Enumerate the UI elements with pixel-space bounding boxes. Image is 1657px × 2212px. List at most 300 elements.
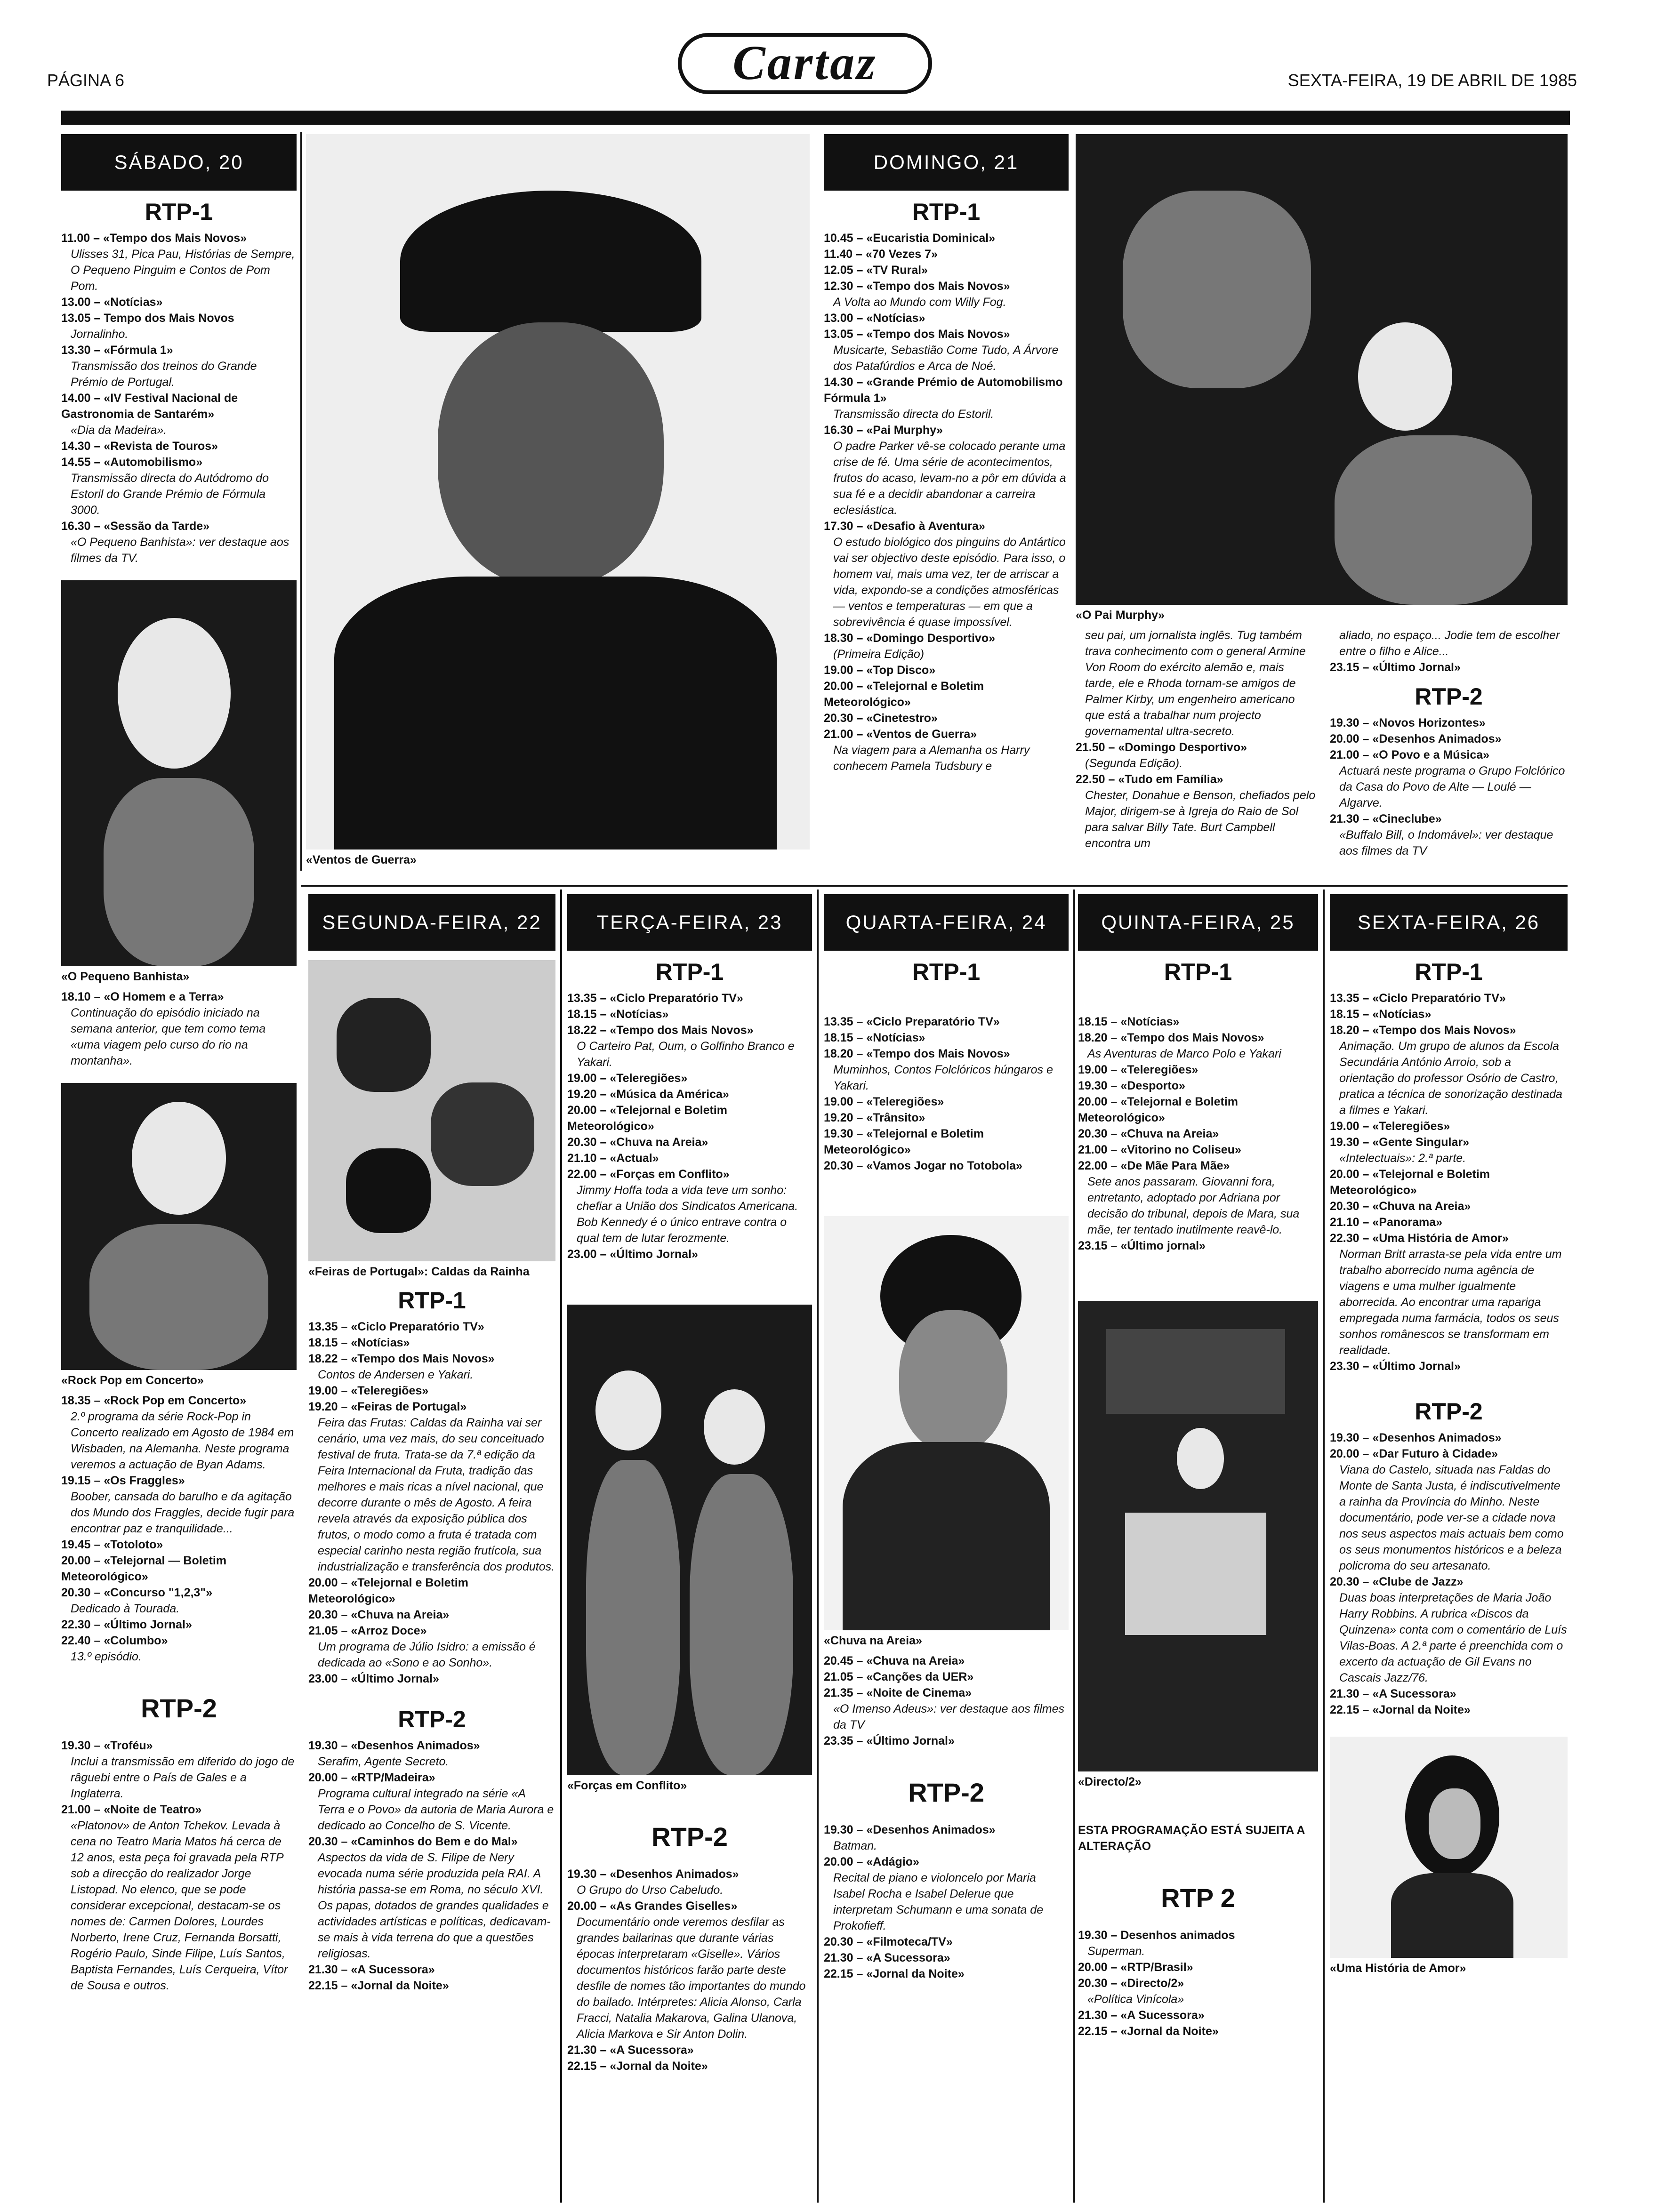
day-header: SEXTA-FEIRA, 26 — [1330, 894, 1568, 951]
program-time: 20.00 — [1330, 732, 1359, 745]
program-description: 13.º episódio. — [71, 1650, 142, 1663]
program-item — [61, 1537, 297, 1553]
dash: – — [853, 1095, 867, 1108]
program-list — [61, 1393, 297, 1665]
program-description: Inclui a transmissão em diferido do jogo de râguebi entre o País de Gales e a Inglaterra. — [71, 1755, 295, 1800]
program-item — [824, 262, 1069, 278]
dash: – — [853, 1855, 867, 1868]
dash: – — [1107, 1127, 1121, 1140]
program-time: 13.05 — [61, 312, 91, 325]
program-item — [1078, 1238, 1318, 1254]
dash: – — [1359, 1687, 1373, 1700]
program-item — [1078, 1030, 1318, 1046]
dash: – — [338, 1963, 351, 1976]
dash: – — [90, 440, 104, 453]
dash: – — [853, 1670, 867, 1683]
program-time: 13.30 — [61, 344, 91, 357]
program-list — [1330, 627, 1568, 675]
program-item — [1076, 739, 1316, 755]
program-description: Viana do Castelo, situada nas Faldas do Monte de Santa Justa, é indiscutivelmente a rainha da Província do Minho. Neste documentário, pode ver-se a cidade nova nos seus aspectos mais actuais bem como os seus monumentos históricos e a beleza policroma do seu artesanato. — [1339, 1463, 1564, 1572]
program-item — [61, 1553, 297, 1585]
domingo-continuation — [1076, 134, 1568, 873]
program-time: 19.30 — [1330, 1431, 1359, 1444]
dash: – — [1107, 1015, 1121, 1028]
channel-heading: RTP-1 — [655, 959, 724, 985]
dash: – — [596, 1152, 610, 1165]
program-time: 17.30 — [824, 520, 853, 533]
program-title: «Notícias» — [866, 312, 925, 325]
dash: – — [596, 1008, 610, 1021]
program-title: «Teleregiões» — [866, 1095, 944, 1108]
photo-forcas — [567, 1305, 812, 1775]
dash: – — [90, 1803, 104, 1816]
program-time: 12.30 — [824, 280, 853, 293]
program-description: Actuará neste programa o Grupo Folclórico da Casa do Povo de Alte — Loulé — Algarve. — [1339, 764, 1565, 809]
program-title: «Chuva na Areia» — [351, 1608, 450, 1621]
program-item — [824, 1685, 1069, 1701]
program-time: 20.00 — [567, 1899, 597, 1913]
dash: – — [1359, 732, 1373, 745]
dash: – — [338, 1400, 351, 1413]
program-time: 20.30 — [567, 1136, 597, 1149]
sexta-column — [1330, 894, 1568, 2203]
dash: – — [1107, 2009, 1121, 2022]
program-item — [567, 1246, 812, 1262]
program-title: «Desenhos Animados» — [1372, 1431, 1502, 1444]
program-title: «Notícias» — [1120, 1015, 1180, 1028]
program-time: 19.30 — [824, 1823, 853, 1836]
program-time: 23.00 — [308, 1672, 338, 1685]
program-item — [567, 1150, 812, 1166]
dash: – — [1107, 1929, 1121, 1942]
program-time: 19.30 — [1330, 716, 1359, 729]
channel-heading: RTP 2 — [1161, 1883, 1235, 1913]
program-item — [61, 390, 297, 422]
program-time: 20.45 — [824, 1654, 853, 1667]
program-title: «Noite de Cinema» — [866, 1686, 972, 1699]
photo-caption: «Rock Pop em Concerto» — [61, 1374, 204, 1387]
program-item — [824, 310, 1069, 326]
program-description: A Volta ao Mundo com Willy Fog. — [833, 296, 1006, 309]
program-title: «Actual» — [610, 1152, 659, 1165]
program-item — [824, 326, 1069, 342]
program-title: «Teleregiões» — [1120, 1063, 1199, 1076]
program-list — [824, 1822, 1069, 1982]
program-title: «A Sucessora» — [610, 2044, 694, 2057]
dash: – — [853, 1734, 867, 1747]
program-title: «Uma História de Amor» — [1372, 1232, 1509, 1245]
program-item — [61, 454, 297, 470]
program-title: «RTP/Brasil» — [1120, 1961, 1193, 1974]
dash: – — [1359, 1024, 1373, 1037]
program-title: «Gente Singular» — [1372, 1136, 1469, 1149]
program-time: 19.30 — [1330, 1136, 1359, 1149]
dash: – — [1107, 1063, 1121, 1076]
dash: – — [596, 2060, 610, 2073]
program-item — [1078, 1062, 1318, 1078]
program-item — [824, 1126, 1069, 1158]
program-time: 18.15 — [1078, 1015, 1108, 1028]
program-item — [1078, 1126, 1318, 1142]
photo-rock-pop — [61, 1083, 297, 1370]
program-title: «O Homem e a Terra» — [104, 990, 224, 1003]
program-description: Contos de Andersen e Yakari. — [318, 1368, 474, 1381]
program-description: Na viagem para a Alemanha os Harry conhecem Pamela Tudsbury e — [833, 744, 1030, 773]
program-item — [567, 1166, 812, 1182]
program-item — [824, 1733, 1069, 1749]
program-time: 19.00 — [1330, 1120, 1359, 1133]
program-title: «Último Jornal» — [351, 1672, 439, 1685]
program-description: Feira das Frutas: Caldas da Rainha vai ser cenário, uma vez mais, do seu conceituado festival de fruta. Trata-se da 7.ª edição da Feira Internacional da Fruta, tradição das melhores e mais ricas a nível nacional, que decorre durante o mês de Agosto. A feira revela através da exposição pública dos frutos, o modo como a fruta é tratada com especial carinho nesta região frutícola, sua industrialização e transferência dos produtos. — [318, 1416, 555, 1573]
program-list — [308, 1738, 555, 1994]
program-time: 18.10 — [61, 990, 91, 1003]
program-title: «Jornal da Noite» — [866, 1967, 965, 1980]
program-list — [1078, 1014, 1318, 1254]
photo-banhista — [61, 580, 297, 966]
program-title: «Noite de Teatro» — [104, 1803, 202, 1816]
dash: – — [1359, 1431, 1373, 1444]
program-item — [1330, 1198, 1568, 1214]
program-item — [1330, 1702, 1568, 1718]
program-time: 20.00 — [567, 1104, 597, 1117]
dash: – — [338, 1320, 351, 1333]
program-time: 20.30 — [1078, 1977, 1108, 1990]
program-item — [308, 1738, 555, 1754]
program-description: Superman. — [1087, 1945, 1145, 1958]
program-item — [824, 1653, 1069, 1669]
program-time: 22.50 — [1076, 773, 1105, 786]
program-time: 22.40 — [61, 1634, 91, 1647]
program-description: Norman Britt arrasta-se pela vida entre um trabalho aborrecido numa agência de viagens e uma mulher igualmente aborrecida. Ao encontrar uma rapariga empregada numa farmácia, todos os seus sonhos românescos se transformam em realidade. — [1339, 1248, 1562, 1357]
program-item — [308, 1623, 555, 1639]
dash: – — [1359, 1703, 1373, 1716]
program-time: 20.30 — [824, 1935, 853, 1948]
program-item — [1078, 1158, 1318, 1174]
program-item — [567, 2042, 812, 2058]
program-title: «Desporto» — [1120, 1079, 1185, 1092]
program-time: 19.30 — [1078, 1929, 1108, 1942]
program-title: «RTP/Madeira» — [351, 1771, 435, 1784]
program-item — [61, 1738, 297, 1754]
program-item — [567, 1898, 812, 1914]
program-item — [308, 1319, 555, 1335]
program-description: Chester, Donahue e Benson, chefiados pelo Major, dirigem-se à Igreja do Raio de Sol para salvar Billy Tate. Burt Campbell encontra um — [1085, 789, 1316, 850]
program-description: Sete anos passaram. Giovanni fora, entretanto, adoptado por Adriana por decisão do tribunal, depois de Mara, sua mãe, ter tentado inutilmente reavê-lo. — [1087, 1175, 1300, 1236]
program-time: 22.15 — [824, 1967, 853, 1980]
program-item — [824, 246, 1069, 262]
program-title: «Tempo dos Mais Novos» — [610, 1024, 754, 1037]
program-title: «Grande Prémio de Automobilismo Fórmula 1» — [824, 376, 1063, 405]
program-item — [1078, 2007, 1318, 2023]
dash: – — [90, 520, 104, 533]
dash: – — [1107, 1031, 1121, 1044]
program-time: 21.30 — [567, 2044, 597, 2057]
program-item — [824, 678, 1069, 710]
program-title: «Chuva na Areia» — [866, 1654, 965, 1667]
program-time: 19.00 — [824, 1095, 853, 1108]
program-description: Dedicado à Tourada. — [71, 1602, 180, 1615]
program-title: «Pai Murphy» — [866, 424, 943, 437]
program-item — [567, 1102, 812, 1134]
dash: – — [90, 1634, 104, 1647]
program-item — [824, 230, 1069, 246]
dash: – — [853, 1111, 867, 1124]
program-description: Transmissão directa do Estoril. — [833, 408, 994, 421]
dash: – — [853, 280, 867, 293]
dash: – — [90, 1618, 104, 1631]
program-item — [1330, 731, 1568, 747]
program-title: «Tempo dos Mais Novos» — [1120, 1031, 1264, 1044]
photo-ventos-block — [306, 134, 810, 873]
dash: – — [338, 1672, 351, 1685]
program-title: «Último Jornal» — [104, 1618, 192, 1631]
program-item — [61, 438, 297, 454]
program-time: 18.15 — [1330, 1008, 1359, 1021]
program-title: «Columbo» — [104, 1634, 168, 1647]
day-header: QUARTA-FEIRA, 24 — [824, 894, 1069, 951]
program-title: «Clube de Jazz» — [1372, 1575, 1464, 1588]
program-time: 20.30 — [824, 1159, 853, 1172]
program-title: «Notícias» — [866, 1031, 925, 1044]
dash: – — [853, 664, 867, 677]
program-time: 19.00 — [1078, 1063, 1108, 1076]
program-description: As Aventuras de Marco Polo e Yakari — [1087, 1047, 1281, 1060]
program-list — [1330, 715, 1568, 859]
program-time: 10.45 — [824, 232, 853, 245]
program-item — [61, 989, 297, 1005]
channel-heading: RTP-1 — [1415, 959, 1483, 985]
program-item — [61, 1633, 297, 1649]
channel-heading: RTP-2 — [652, 1822, 728, 1851]
dash: – — [853, 1047, 867, 1060]
program-title: «Telejornal e Boletim Meteorológico» — [1078, 1095, 1238, 1124]
program-title: «Música da América» — [610, 1088, 729, 1101]
program-time: 18.22 — [308, 1352, 338, 1365]
program-item — [567, 1006, 812, 1022]
program-item — [824, 1094, 1069, 1110]
program-title: «Último Jornal» — [1372, 661, 1461, 674]
program-time: 23.00 — [567, 1248, 597, 1261]
program-title: «Vamos Jogar no Totobola» — [866, 1159, 1022, 1172]
channel-heading: RTP-2 — [398, 1706, 466, 1732]
program-time: 20.30 — [308, 1835, 338, 1848]
photo-historia-amor — [1330, 1737, 1568, 1958]
program-item — [1076, 771, 1316, 787]
photo-caption: «O Pequeno Banhista» — [61, 970, 190, 983]
program-item — [824, 1822, 1069, 1838]
program-time: 20.30 — [61, 1586, 91, 1599]
program-title: «Chuva na Areia» — [1120, 1127, 1219, 1140]
program-title: «Teleregiões» — [351, 1384, 429, 1397]
program-description: Aspectos da vida de S. Filipe de Nery evocada numa série produzida pela RAI. A história passa-se em Roma, no século XVI. Os papas, dotados de grandes qualidades e actividades artísticas e políticas, dedicavam-se mais à vida terrena do que a questões religiosas. — [318, 1851, 551, 1960]
program-description: «Intelectuais»: 2.ª parte. — [1339, 1152, 1466, 1165]
program-time: 19.20 — [824, 1111, 853, 1124]
header-rule — [61, 111, 1570, 125]
program-time: 19.00 — [567, 1072, 597, 1085]
dash: – — [1359, 1168, 1373, 1181]
program-title: «Desafio à Aventura» — [866, 520, 985, 533]
program-item — [1078, 1142, 1318, 1158]
day-header: DOMINGO, 21 — [824, 134, 1069, 191]
program-description: O estudo biológico dos pinguins do Antártico vai ser objectivo deste episódio. Para isso, o homem vai, mais uma vez, ter de arriscar a vida, expondo-se a condições atmosféricas — ventos e temperaturas — em que a sobrevivência é quase impossível. — [833, 536, 1066, 629]
dash: – — [90, 456, 104, 469]
program-list — [1076, 627, 1316, 859]
program-item — [1078, 1975, 1318, 1991]
program-title: «Troféu» — [104, 1739, 153, 1752]
photo-pai-murphy — [1076, 134, 1568, 605]
dash: – — [1359, 1200, 1373, 1213]
photo-ventos — [306, 134, 810, 850]
channel-heading: RTP-1 — [1164, 959, 1232, 985]
photo-chuva — [824, 1216, 1069, 1630]
dash: – — [90, 296, 104, 309]
program-item — [824, 1030, 1069, 1046]
dash: – — [90, 1586, 104, 1599]
program-list — [308, 1319, 555, 1687]
program-title: «Notícias» — [610, 1008, 669, 1021]
program-item — [1330, 1358, 1568, 1374]
program-time: 23.30 — [1330, 1360, 1359, 1373]
program-title: «Chuva na Areia» — [1372, 1200, 1471, 1213]
dash: – — [90, 1394, 104, 1407]
program-time: 13.35 — [567, 992, 597, 1005]
channel-heading: RTP-2 — [908, 1778, 984, 1807]
dash: – — [338, 1771, 351, 1784]
dash: – — [90, 990, 104, 1003]
program-time: 20.30 — [824, 712, 853, 725]
dash: – — [90, 1554, 104, 1567]
sabado-column — [61, 134, 297, 2200]
photo-directo — [1078, 1301, 1318, 1771]
program-item — [1330, 1430, 1568, 1446]
program-item — [567, 2058, 812, 2074]
program-title: «Último Jornal» — [866, 1734, 955, 1747]
program-time: 21.00 — [1330, 748, 1359, 761]
photo-caption: «Uma História de Amor» — [1330, 1962, 1466, 1975]
program-time: 18.22 — [567, 1024, 597, 1037]
program-item — [824, 1014, 1069, 1030]
program-time: 21.10 — [1330, 1216, 1359, 1229]
program-item — [824, 726, 1069, 742]
program-item — [824, 1950, 1069, 1966]
program-description: seu pai, um jornalista inglês. Tug também trava conhecimento com o general Armine Von Room do exército alemão e, mais tarde, ele e Rhoda tornam-se amigos de Palmer Kirby, um engenheiro americano que está a trabalhar num projecto governamental ultra-secreto. — [1085, 629, 1306, 738]
dash: – — [853, 632, 867, 645]
dash: – — [853, 1654, 867, 1667]
cartaz-logo: Cartaz — [678, 33, 932, 94]
dash: – — [1359, 1216, 1373, 1229]
program-description: Jornalinho. — [71, 328, 129, 341]
photo-caption: «O Pai Murphy» — [1076, 609, 1165, 622]
program-description: Documentário onde veremos desfilar as grandes bailarinas que durante várias épocas interpretaram «Giselle». Vários documentos históricos farão parte deste desfile de nomes tão importantes do mundo do bailado. Intérpretes: Alicia Alonso, Carla Fracci, Natalia Makarova, Galina Ulanova, Alicia Markova e Sir Anton Dolin. — [577, 1915, 806, 2041]
program-title: «Teleregiões» — [1372, 1120, 1450, 1133]
program-title: «Notícias» — [104, 296, 163, 309]
dash: – — [853, 1951, 867, 1964]
dash: – — [596, 1248, 610, 1261]
dash: – — [596, 1024, 610, 1037]
dash: – — [853, 680, 867, 693]
dash: – — [596, 1088, 610, 1101]
dash: – — [853, 248, 866, 261]
program-title: «Sessão da Tarde» — [104, 520, 210, 533]
column-divider — [1073, 890, 1075, 2203]
program-item — [1330, 1118, 1568, 1134]
program-item — [567, 1134, 812, 1150]
dash: – — [853, 1686, 867, 1699]
program-time: 19.20 — [567, 1088, 597, 1101]
dash: – — [338, 1835, 351, 1848]
program-title: «Eucaristia Dominical» — [866, 232, 996, 245]
program-title: «Telejornal e Boletim Meteorológico» — [308, 1576, 468, 1605]
dash: – — [1359, 992, 1373, 1005]
dash: – — [90, 1538, 104, 1551]
dash: – — [1359, 1575, 1373, 1588]
program-title: «Domingo Desportivo» — [1118, 741, 1247, 754]
program-item — [1078, 1959, 1318, 1975]
dash: – — [853, 232, 867, 245]
program-title: «Tempo dos Mais Novos» — [1372, 1024, 1516, 1037]
program-title: «Vitorino no Coliseu» — [1120, 1143, 1241, 1156]
dash: – — [1359, 1447, 1373, 1460]
program-time: 13.35 — [308, 1320, 338, 1333]
dash: – — [596, 1136, 610, 1149]
dash: – — [596, 2044, 610, 2057]
program-time: 18.35 — [61, 1394, 91, 1407]
program-time: 19.30 — [61, 1739, 91, 1752]
program-item — [824, 662, 1069, 678]
column-divider — [560, 890, 562, 2203]
program-title: «Jornal da Noite» — [1372, 1703, 1471, 1716]
day-header: SEGUNDA-FEIRA, 22 — [308, 894, 555, 951]
program-title: «Ciclo Preparatório TV» — [610, 992, 743, 1005]
program-item — [1330, 1134, 1568, 1150]
channel-heading: RTP-2 — [1415, 683, 1483, 710]
program-description: O Grupo do Urso Cabeludo. — [577, 1883, 724, 1897]
program-time: 20.30 — [308, 1608, 338, 1621]
program-time: 20.00 — [1078, 1095, 1108, 1108]
program-description: Recital de piano e violoncelo por Maria Isabel Rocha e Isabel Delerue que interpretam Schumann e uma sonata de Prokofieff. — [833, 1871, 1044, 1932]
program-time: 22.30 — [1330, 1232, 1359, 1245]
program-item — [308, 1671, 555, 1687]
channel-heading: RTP-1 — [145, 199, 213, 225]
program-item — [567, 1866, 812, 1882]
program-title: «Desenhos Animados» — [866, 1823, 996, 1836]
dash: – — [1107, 1143, 1121, 1156]
program-item — [824, 1669, 1069, 1685]
program-title: «Jornal da Noite» — [610, 2060, 708, 2073]
program-time: 21.00 — [61, 1803, 91, 1816]
program-time: 22.15 — [567, 2060, 597, 2073]
program-title: «Tempo dos Mais Novos» — [351, 1352, 495, 1365]
program-item — [1330, 1446, 1568, 1462]
program-time: 19.30 — [824, 1127, 853, 1140]
program-title: «Jornal da Noite» — [1120, 2025, 1219, 2038]
segunda-column — [308, 894, 555, 2203]
program-item — [824, 1046, 1069, 1062]
dash: – — [853, 424, 867, 437]
program-title: «Arroz Doce» — [351, 1624, 427, 1637]
program-item — [308, 1351, 555, 1367]
program-title: «Telejornal e Boletim Meteorológico» — [1330, 1168, 1490, 1197]
program-item — [824, 1854, 1069, 1870]
program-title: Desenhos animados — [1120, 1929, 1235, 1942]
dash: – — [853, 520, 867, 533]
dash: – — [596, 1867, 610, 1881]
program-item — [1078, 1927, 1318, 1943]
dash: – — [338, 1624, 351, 1637]
program-description: «O Pequeno Banhista»: ver destaque aos filmes da TV. — [71, 536, 290, 565]
program-item — [567, 1022, 812, 1038]
program-title: «Ventos de Guerra» — [866, 728, 977, 741]
